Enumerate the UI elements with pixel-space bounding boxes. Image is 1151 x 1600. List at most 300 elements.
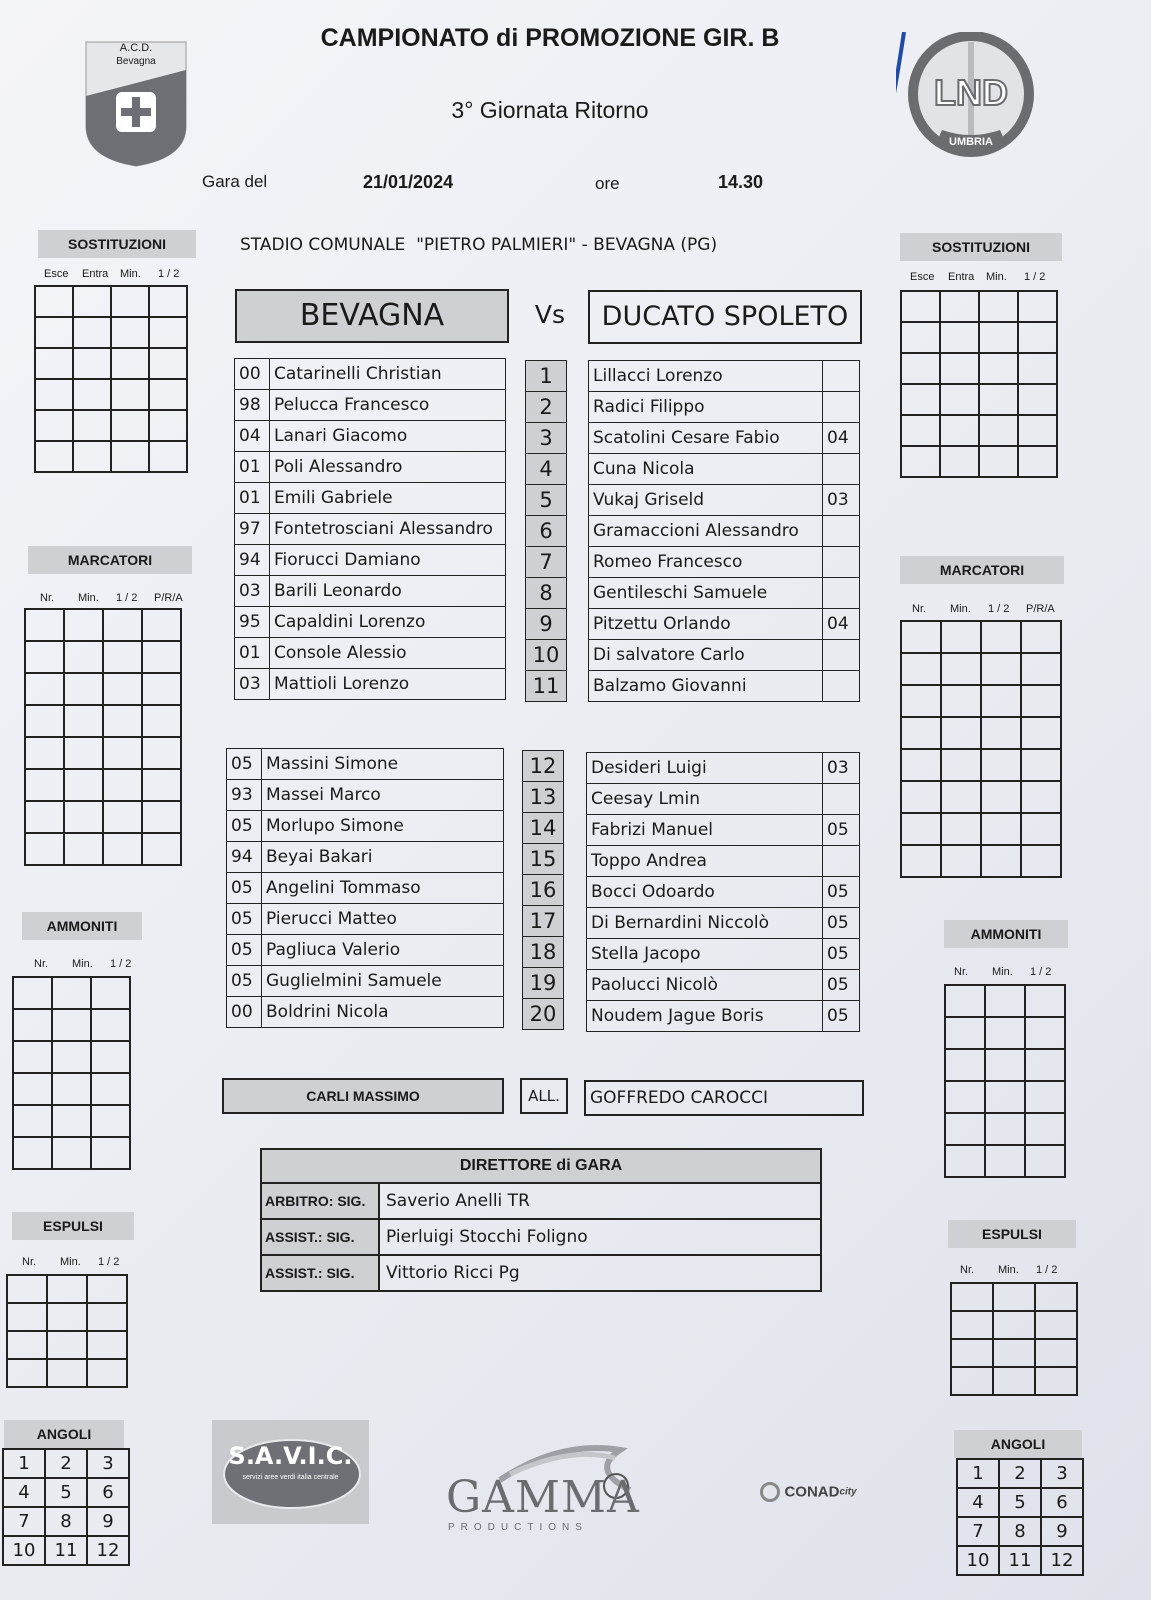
- grid-cell[interactable]: [981, 845, 1021, 877]
- grid-cell[interactable]: [985, 1017, 1025, 1049]
- page-subtitle: 3° Giornata Ritorno: [451, 97, 649, 123]
- corner-cell[interactable]: 5: [999, 1488, 1041, 1517]
- grid-cell[interactable]: [940, 322, 979, 353]
- grid-cell[interactable]: [993, 1367, 1035, 1395]
- shirt-number: 13: [523, 782, 564, 813]
- grid-cell[interactable]: [87, 1331, 127, 1359]
- grid-cell[interactable]: [945, 1113, 985, 1145]
- grid-cell[interactable]: [985, 985, 1025, 1017]
- player-row: [587, 1001, 860, 1032]
- player-year: [823, 392, 860, 423]
- left-sost-col-header: Entra: [82, 268, 109, 280]
- grid-cell[interactable]: [7, 1303, 47, 1331]
- player-name: Pitzettu Orlando: [589, 609, 823, 640]
- grid-cell[interactable]: [64, 609, 103, 641]
- player-year: [823, 578, 860, 609]
- player-name: Di Bernardini Niccolò: [587, 908, 823, 939]
- grid-cell[interactable]: [951, 1339, 993, 1367]
- corner-cell[interactable]: 3: [1041, 1459, 1083, 1488]
- club-logo-line2: Bevagna: [116, 56, 156, 67]
- official-name: Vittorio Ricci Pg: [379, 1255, 821, 1291]
- grid-cell[interactable]: [52, 977, 91, 1009]
- player-year: [823, 640, 860, 671]
- grid-cell[interactable]: [1018, 353, 1057, 384]
- grid-cell[interactable]: [25, 673, 64, 705]
- grid-cell[interactable]: [951, 1311, 993, 1339]
- grid-cell[interactable]: [993, 1283, 1035, 1311]
- grid-cell[interactable]: [64, 769, 103, 801]
- player-year: 04: [235, 421, 270, 452]
- grid-cell[interactable]: [901, 653, 941, 685]
- player-name: Emili Gabriele: [270, 483, 506, 514]
- right-sostituzioni-grid: [900, 290, 1058, 478]
- left-espulsi-title: ESPULSI: [12, 1212, 134, 1240]
- grid-cell[interactable]: [1035, 1283, 1077, 1311]
- player-year: 04: [823, 609, 860, 640]
- grid-cell[interactable]: [941, 717, 981, 749]
- grid-cell[interactable]: [111, 348, 149, 379]
- savic-tagline: servizi aree verdi italia centrale: [242, 1474, 339, 1481]
- grid-cell[interactable]: [52, 1105, 91, 1137]
- grid-cell[interactable]: [901, 685, 941, 717]
- player-name: Fontetrosciani Alessandro: [270, 514, 506, 545]
- player-row: [589, 485, 860, 516]
- grid-cell[interactable]: [73, 441, 111, 472]
- grid-cell[interactable]: [73, 410, 111, 441]
- grid-cell[interactable]: [979, 446, 1018, 477]
- grid-cell[interactable]: [1018, 322, 1057, 353]
- shirt-number: 18: [523, 937, 564, 968]
- grid-cell[interactable]: [1021, 781, 1061, 813]
- grid-cell[interactable]: [940, 353, 979, 384]
- grid-cell[interactable]: [103, 673, 142, 705]
- grid-cell[interactable]: [91, 977, 130, 1009]
- grid-cell[interactable]: [945, 1145, 985, 1177]
- grid-cell[interactable]: [1025, 985, 1065, 1017]
- stadium: STADIO COMUNALE "PIETRO PALMIERI" - BEVAGNA (PG): [240, 235, 718, 255]
- left-espulsi-grid: [6, 1274, 128, 1388]
- grid-cell[interactable]: [979, 415, 1018, 446]
- grid-cell[interactable]: [993, 1311, 1035, 1339]
- grid-cell[interactable]: [979, 291, 1018, 322]
- shirt-number: 15: [523, 844, 564, 875]
- grid-cell[interactable]: [1021, 749, 1061, 781]
- player-row: [227, 811, 504, 842]
- grid-cell[interactable]: [142, 705, 181, 737]
- grid-cell[interactable]: [13, 1041, 52, 1073]
- conad-logo: [760, 1482, 857, 1502]
- corner-cell[interactable]: 2: [999, 1459, 1041, 1488]
- grid-cell[interactable]: [35, 286, 73, 317]
- corner-cell[interactable]: 11: [45, 1536, 87, 1565]
- grid-cell[interactable]: [52, 1009, 91, 1041]
- corner-cell[interactable]: 9: [87, 1507, 129, 1536]
- grid-cell[interactable]: [985, 1113, 1025, 1145]
- grid-cell[interactable]: [142, 673, 181, 705]
- grid-cell[interactable]: [25, 705, 64, 737]
- corner-cell[interactable]: 1: [957, 1459, 999, 1488]
- grid-cell[interactable]: [13, 1009, 52, 1041]
- grid-cell[interactable]: [87, 1275, 127, 1303]
- grid-cell[interactable]: [941, 781, 981, 813]
- grid-cell[interactable]: [87, 1359, 127, 1387]
- grid-cell[interactable]: [64, 737, 103, 769]
- grid-cell[interactable]: [47, 1331, 87, 1359]
- grid-cell[interactable]: [945, 1049, 985, 1081]
- grid-cell[interactable]: [1025, 1145, 1065, 1177]
- home-starters-table: [234, 358, 506, 700]
- shirt-number: 10: [526, 640, 567, 671]
- grid-cell[interactable]: [25, 833, 64, 865]
- grid-cell[interactable]: [1025, 1113, 1065, 1145]
- grid-cell[interactable]: [111, 379, 149, 410]
- grid-cell[interactable]: [35, 410, 73, 441]
- grid-cell[interactable]: [941, 845, 981, 877]
- corner-cell[interactable]: 3: [87, 1449, 129, 1478]
- grid-cell[interactable]: [103, 833, 142, 865]
- grid-cell[interactable]: [13, 1073, 52, 1105]
- player-row: [589, 578, 860, 609]
- grid-cell[interactable]: [13, 977, 52, 1009]
- grid-cell[interactable]: [1021, 845, 1061, 877]
- grid-cell[interactable]: [981, 749, 1021, 781]
- grid-cell[interactable]: [52, 1137, 91, 1169]
- grid-cell[interactable]: [985, 1081, 1025, 1113]
- player-row: [587, 753, 860, 784]
- gamma-logo: [440, 1430, 670, 1540]
- corner-cell[interactable]: 4: [3, 1478, 45, 1507]
- grid-cell[interactable]: [103, 737, 142, 769]
- grid-cell[interactable]: [103, 801, 142, 833]
- grid-cell[interactable]: [901, 384, 940, 415]
- player-year: 98: [235, 390, 270, 421]
- shirt-number: 19: [523, 968, 564, 999]
- grid-cell[interactable]: [25, 737, 64, 769]
- grid-cell[interactable]: [901, 749, 941, 781]
- corner-cell[interactable]: 6: [1041, 1488, 1083, 1517]
- conad-text: CONAD: [784, 1483, 840, 1501]
- grid-cell[interactable]: [64, 801, 103, 833]
- grid-cell[interactable]: [35, 317, 73, 348]
- grid-cell[interactable]: [981, 653, 1021, 685]
- player-row: [227, 966, 504, 997]
- grid-cell[interactable]: [1021, 621, 1061, 653]
- grid-cell[interactable]: [111, 410, 149, 441]
- grid-cell[interactable]: [64, 705, 103, 737]
- away-team-name: DUCATO SPOLETO: [588, 290, 862, 344]
- grid-cell[interactable]: [7, 1275, 47, 1303]
- grid-cell[interactable]: [73, 348, 111, 379]
- grid-cell[interactable]: [91, 1105, 130, 1137]
- grid-cell[interactable]: [7, 1331, 47, 1359]
- grid-cell[interactable]: [1018, 291, 1057, 322]
- right-sost-col-header: 1 / 2: [1024, 271, 1046, 283]
- grid-cell[interactable]: [149, 317, 187, 348]
- corner-cell[interactable]: 1: [3, 1449, 45, 1478]
- corner-cell[interactable]: 10: [957, 1546, 999, 1575]
- player-row: [589, 392, 860, 423]
- grid-cell[interactable]: [142, 641, 181, 673]
- grid-cell[interactable]: [941, 685, 981, 717]
- grid-cell[interactable]: [142, 609, 181, 641]
- grid-cell[interactable]: [901, 717, 941, 749]
- grid-cell[interactable]: [1035, 1339, 1077, 1367]
- grid-cell[interactable]: [64, 641, 103, 673]
- grid-cell[interactable]: [1021, 717, 1061, 749]
- corner-cell[interactable]: 7: [3, 1507, 45, 1536]
- corner-cell[interactable]: 12: [1041, 1546, 1083, 1575]
- player-row: [235, 452, 506, 483]
- grid-cell[interactable]: [35, 441, 73, 472]
- player-year: 95: [235, 607, 270, 638]
- gamma-subtext: PRODUCTIONS: [448, 1522, 588, 1533]
- grid-cell[interactable]: [87, 1303, 127, 1331]
- player-name: Gramaccioni Alessandro: [589, 516, 823, 547]
- player-year: 05: [823, 908, 860, 939]
- grid-cell[interactable]: [149, 441, 187, 472]
- player-row: [587, 815, 860, 846]
- conad-icon: [760, 1482, 780, 1502]
- player-row: [227, 749, 504, 780]
- grid-cell[interactable]: [979, 322, 1018, 353]
- corner-cell[interactable]: 5: [45, 1478, 87, 1507]
- grid-cell[interactable]: [47, 1275, 87, 1303]
- grid-cell[interactable]: [142, 769, 181, 801]
- grid-cell[interactable]: [91, 1041, 130, 1073]
- grid-cell[interactable]: [91, 1073, 130, 1105]
- grid-cell[interactable]: [981, 813, 1021, 845]
- grid-cell[interactable]: [13, 1105, 52, 1137]
- grid-cell[interactable]: [951, 1283, 993, 1311]
- player-year: [823, 516, 860, 547]
- left-sost-col-header: 1 / 2: [158, 268, 180, 280]
- grid-cell[interactable]: [945, 985, 985, 1017]
- player-name: Console Alessio: [270, 638, 506, 669]
- player-year: 05: [227, 904, 262, 935]
- grid-cell[interactable]: [47, 1303, 87, 1331]
- player-row: [589, 671, 860, 702]
- numbers-subs-table: [522, 750, 564, 1030]
- grid-cell[interactable]: [945, 1017, 985, 1049]
- corner-cell[interactable]: 11: [999, 1546, 1041, 1575]
- grid-cell[interactable]: [985, 1049, 1025, 1081]
- shirt-number: 11: [526, 671, 567, 702]
- grid-cell[interactable]: [73, 286, 111, 317]
- grid-cell[interactable]: [901, 813, 941, 845]
- grid-cell[interactable]: [981, 685, 1021, 717]
- grid-cell[interactable]: [47, 1359, 87, 1387]
- grid-cell[interactable]: [901, 621, 941, 653]
- grid-cell[interactable]: [103, 705, 142, 737]
- player-row: [235, 483, 506, 514]
- player-name: Massei Marco: [262, 780, 504, 811]
- grid-cell[interactable]: [7, 1359, 47, 1387]
- player-name: Boldrini Nicola: [262, 997, 504, 1028]
- corner-cell[interactable]: 12: [87, 1536, 129, 1565]
- player-row: [589, 454, 860, 485]
- right-marc-col-header: P/R/A: [1026, 603, 1055, 615]
- player-year: [823, 454, 860, 485]
- grid-cell[interactable]: [1018, 446, 1057, 477]
- player-row: [227, 780, 504, 811]
- grid-cell[interactable]: [1021, 685, 1061, 717]
- grid-cell[interactable]: [52, 1041, 91, 1073]
- grid-cell[interactable]: [1025, 1049, 1065, 1081]
- player-name: Cuna Nicola: [589, 454, 823, 485]
- corner-cell[interactable]: 2: [45, 1449, 87, 1478]
- grid-cell[interactable]: [149, 348, 187, 379]
- grid-cell[interactable]: [73, 317, 111, 348]
- grid-cell[interactable]: [149, 410, 187, 441]
- grid-cell[interactable]: [1025, 1017, 1065, 1049]
- player-row: [587, 784, 860, 815]
- grid-cell[interactable]: [13, 1137, 52, 1169]
- left-ammoniti-grid: [12, 976, 131, 1170]
- player-name: Catarinelli Christian: [270, 359, 506, 390]
- grid-cell[interactable]: [1018, 415, 1057, 446]
- grid-cell[interactable]: [941, 813, 981, 845]
- shirt-number: 1: [526, 361, 567, 392]
- right-sost-col-header: Esce: [910, 271, 935, 283]
- grid-cell[interactable]: [981, 781, 1021, 813]
- grid-cell[interactable]: [149, 379, 187, 410]
- grid-cell[interactable]: [25, 609, 64, 641]
- grid-cell[interactable]: [985, 1145, 1025, 1177]
- grid-cell[interactable]: [901, 291, 940, 322]
- player-row: [235, 669, 506, 700]
- shirt-number: 9: [526, 609, 567, 640]
- player-row: [589, 423, 860, 454]
- grid-cell[interactable]: [64, 673, 103, 705]
- player-year: 05: [227, 966, 262, 997]
- grid-cell[interactable]: [111, 317, 149, 348]
- shirt-number: 6: [526, 516, 567, 547]
- grid-cell[interactable]: [1018, 384, 1057, 415]
- grid-cell[interactable]: [25, 801, 64, 833]
- grid-cell[interactable]: [103, 609, 142, 641]
- grid-cell[interactable]: [981, 717, 1021, 749]
- corner-cell[interactable]: 4: [957, 1488, 999, 1517]
- grid-cell[interactable]: [25, 641, 64, 673]
- player-row: [235, 390, 506, 421]
- grid-cell[interactable]: [901, 781, 941, 813]
- grid-cell[interactable]: [52, 1073, 91, 1105]
- player-row: [587, 877, 860, 908]
- grid-cell[interactable]: [73, 379, 111, 410]
- grid-cell[interactable]: [979, 353, 1018, 384]
- player-name: Pierucci Matteo: [262, 904, 504, 935]
- player-year: 04: [823, 423, 860, 454]
- grid-cell[interactable]: [940, 415, 979, 446]
- grid-cell[interactable]: [901, 415, 940, 446]
- grid-cell[interactable]: [901, 446, 940, 477]
- player-row: [589, 640, 860, 671]
- right-sostituzioni-title: SOSTITUZIONI: [900, 233, 1062, 261]
- corner-cell[interactable]: 8: [45, 1507, 87, 1536]
- left-marcatori-grid: [24, 608, 182, 866]
- grid-cell[interactable]: [142, 833, 181, 865]
- officials-table: [260, 1148, 822, 1292]
- player-year: [823, 846, 860, 877]
- grid-cell[interactable]: [111, 286, 149, 317]
- player-year: 00: [235, 359, 270, 390]
- player-name: Beyai Bakari: [262, 842, 504, 873]
- grid-cell[interactable]: [993, 1339, 1035, 1367]
- grid-cell[interactable]: [25, 769, 64, 801]
- corner-cell[interactable]: 9: [1041, 1517, 1083, 1546]
- grid-cell[interactable]: [1025, 1081, 1065, 1113]
- shirt-number: 12: [523, 751, 564, 782]
- player-year: 00: [227, 997, 262, 1028]
- left-esp-col-header: Nr.: [22, 1256, 37, 1268]
- left-marc-col-header: Nr.: [40, 592, 55, 604]
- shirt-number: 2: [526, 392, 567, 423]
- grid-cell[interactable]: [940, 291, 979, 322]
- shirt-number: 7: [526, 547, 567, 578]
- grid-cell[interactable]: [940, 446, 979, 477]
- player-row: [227, 997, 504, 1028]
- grid-cell[interactable]: [901, 845, 941, 877]
- grid-cell[interactable]: [142, 801, 181, 833]
- home-coach: CARLI MASSIMO: [222, 1078, 504, 1114]
- grid-cell[interactable]: [149, 286, 187, 317]
- player-name: Desideri Luigi: [587, 753, 823, 784]
- player-name: Stella Jacopo: [587, 939, 823, 970]
- grid-cell[interactable]: [941, 653, 981, 685]
- player-year: 05: [823, 970, 860, 1001]
- left-amm-col-header: Min.: [72, 958, 93, 970]
- grid-cell[interactable]: [1035, 1311, 1077, 1339]
- corner-cell[interactable]: 8: [999, 1517, 1041, 1546]
- grid-cell[interactable]: [142, 737, 181, 769]
- corner-cell[interactable]: 10: [3, 1536, 45, 1565]
- shirt-number: 5: [526, 485, 567, 516]
- grid-cell[interactable]: [35, 348, 73, 379]
- grid-cell[interactable]: [901, 322, 940, 353]
- grid-cell[interactable]: [979, 384, 1018, 415]
- corner-cell[interactable]: 7: [957, 1517, 999, 1546]
- grid-cell[interactable]: [35, 379, 73, 410]
- shirt-number: 16: [523, 875, 564, 906]
- player-row: [587, 939, 860, 970]
- player-name: Scatolini Cesare Fabio: [589, 423, 823, 454]
- player-name: Barili Leonardo: [270, 576, 506, 607]
- left-marc-col-header: Min.: [78, 592, 99, 604]
- player-row: [227, 873, 504, 904]
- corner-cell[interactable]: 6: [87, 1478, 129, 1507]
- grid-cell[interactable]: [981, 621, 1021, 653]
- grid-cell[interactable]: [1035, 1367, 1077, 1395]
- grid-cell[interactable]: [1021, 653, 1061, 685]
- grid-cell[interactable]: [111, 441, 149, 472]
- grid-cell[interactable]: [91, 1009, 130, 1041]
- grid-cell[interactable]: [1021, 813, 1061, 845]
- grid-cell[interactable]: [91, 1137, 130, 1169]
- player-row: [235, 607, 506, 638]
- grid-cell[interactable]: [901, 353, 940, 384]
- grid-cell[interactable]: [103, 769, 142, 801]
- gamma-text: GAMMA: [446, 1472, 640, 1523]
- player-name: Ceesay Lmin: [587, 784, 823, 815]
- grid-cell[interactable]: [940, 384, 979, 415]
- grid-cell[interactable]: [941, 621, 981, 653]
- grid-cell[interactable]: [103, 641, 142, 673]
- grid-cell[interactable]: [64, 833, 103, 865]
- grid-cell[interactable]: [941, 749, 981, 781]
- right-marc-col-header: 1 / 2: [988, 603, 1010, 615]
- grid-cell[interactable]: [945, 1081, 985, 1113]
- grid-cell[interactable]: [951, 1367, 993, 1395]
